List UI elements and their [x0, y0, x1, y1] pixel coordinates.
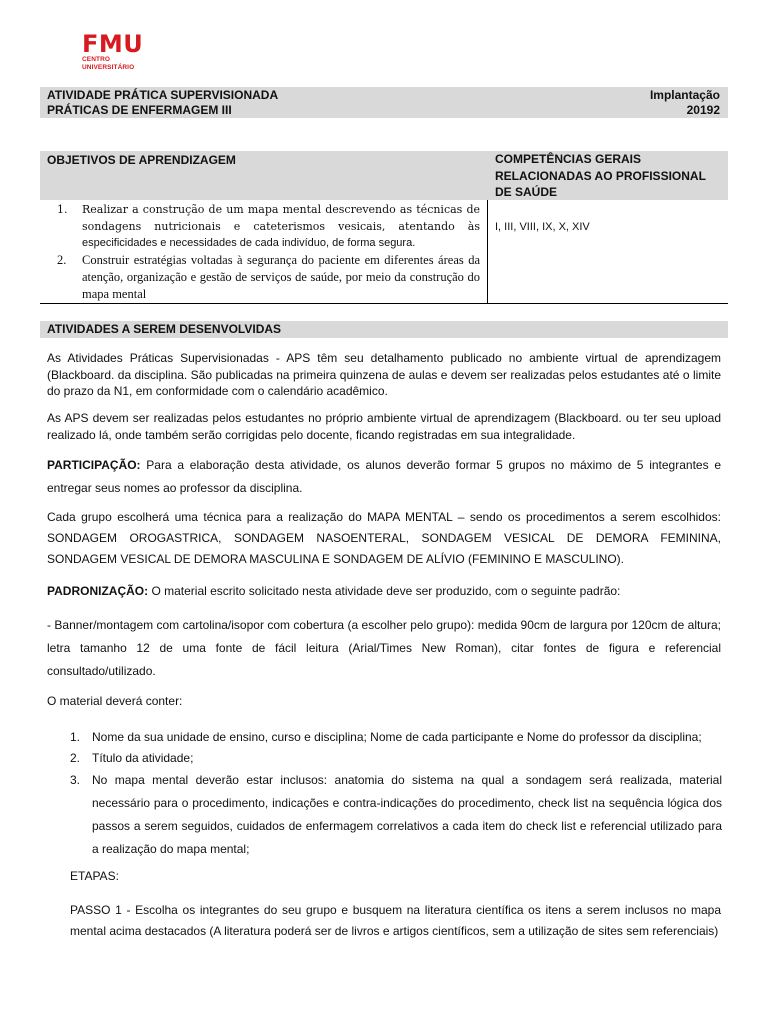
list-item-text: No mapa mental deverão estar inclusos: anatomia do sistema na qual a sondagem será realizada, material necessário para o procedimento, indicações e contra-indicações do procedimento, check list na sequência lógica dos passos a serem seguidos, cuidados de enfermagem correlativos a cada item do check list e referencial utilizado para a realização do mapa mental;: [92, 773, 722, 856]
objective-number: 2.: [57, 253, 67, 267]
objective-text: Construir estratégias voltadas à segurança do paciente em diferentes áreas da atenção, organização e gestão de serviços de saúde, por meio da construção do mapa mental: [82, 253, 480, 301]
etapas-heading: ETAPAS:: [70, 869, 119, 883]
participacao-label: PARTICIPAÇÃO:: [47, 458, 141, 472]
objective-item: [40, 252, 480, 303]
paragraph-procedimentos: Cada grupo escolherá uma técnica para a realização do MAPA MENTAL – sendo os procedimentos a serem escolhidos: SONDAGEM OROGASTRICA, SONDAGEM NASOENTERAL, SONDAGEM VESICAL DE DEMORA FEMININA, SONDAGEM VESICAL DE DEMORA MASCULINA E SONDAGEM DE ALÍVIO (FEMININO E MASCULINO).: [47, 510, 721, 566]
paragraph-aps-blackboard: As APS devem ser realizadas pelos estudantes no próprio ambiente virtual de aprendizagem (Blackboard. ou ter seu upload realizado lá, onde também serão corrigidas pelo docente, ficando registradas em sua integralidade.: [47, 411, 721, 442]
objectives-table-header: [40, 151, 728, 200]
objective-text-end: especificidades e necessidades de cada indivíduo, de forma segura.: [82, 237, 416, 249]
header-right-label: Implantação: [649, 88, 720, 102]
padronizacao-text: O material escrito solicitado nesta atividade deve ser produzido, com o seguinte padrão:: [148, 584, 621, 598]
activities-header: ATIVIDADES A SEREM DESENVOLVIDAS: [47, 322, 282, 336]
objectives-list: [40, 201, 480, 303]
competencies-header: COMPETÊNCIAS GERAIS RELACIONADAS AO PROFISSIONAL DE SAÚDE: [495, 152, 706, 199]
paragraph-banner: - Banner/montagem com cartolina/isopor com cobertura (a escolher pelo grupo): medida 90cm de largura por 120cm de altura; letra tamanho 12 de uma fonte de fácil leitura (Arial/Times New Roman), citar fontes de figura e referencial consultado/utilizado.: [47, 618, 721, 678]
list-item-text: Título da atividade;: [92, 751, 194, 765]
passo-1: PASSO 1 - Escolha os integrantes do seu grupo e busquem na literatura científica os itens a serem inclusos no mapa mental acima destacados (A literatura poderá ser de livros e artigos científicos, sem a utilização de sites sem referenciais): [70, 903, 721, 938]
competencies-value: I, III, VIII, IX, X, XIV: [495, 221, 590, 233]
paragraph-participacao: [47, 454, 721, 500]
objectives-header: OBJETIVOS DE APRENDIZAGEM: [47, 153, 236, 167]
list-item-number: 2.: [70, 751, 81, 765]
logo-subtitle: CENTRO UNIVERSITÁRIO: [82, 56, 135, 71]
list-item-number: 1.: [70, 730, 81, 744]
list-item-text: Nome da sua unidade de ensino, curso e disciplina; Nome de cada participante e Nome do professor da disciplina;: [92, 730, 702, 744]
objective-text: Realizar a construção de um mapa mental descrevendo as técnicas de sondagens nutricionais e cateterismos vesicais, atentando às: [82, 203, 480, 233]
document-header: [40, 87, 728, 118]
objectives-table: [40, 151, 728, 303]
activities-header-bar: [40, 321, 728, 338]
header-subtitle: PRÁTICAS DE ENFERMAGEM III: [47, 103, 232, 117]
objective-item: [40, 201, 480, 252]
objective-number: 1.: [57, 203, 68, 216]
padronizacao-label: PADRONIZAÇÃO:: [47, 584, 149, 598]
paragraph-aps-intro: As Atividades Práticas Supervisionadas - APS têm seu detalhamento publicado no ambiente virtual de aprendizagem (Blackboard. da disciplina. São publicadas na primeira quinzena de aulas e devem ser realizadas pelos estudantes até o limite do prazo da N1, em conformidade com o calendário acadêmico.: [47, 351, 721, 398]
list-item-number: 3.: [70, 773, 81, 787]
paragraph-padronizacao: [47, 584, 721, 598]
logo-brand: FMU: [82, 30, 144, 58]
participacao-text: Para a elaboração desta atividade, os alunos deverão formar 5 grupos no máximo de 5 integrantes e entregar seus nomes ao professor da disciplina.: [47, 458, 721, 495]
header-title: ATIVIDADE PRÁTICA SUPERVISIONADA: [47, 88, 279, 102]
table-bottom-border: [40, 303, 728, 304]
fmu-logo: [82, 32, 162, 72]
column-divider: [487, 200, 488, 303]
paragraph-material: O material deverá conter:: [47, 694, 183, 708]
header-right-value: 20192: [686, 103, 720, 117]
